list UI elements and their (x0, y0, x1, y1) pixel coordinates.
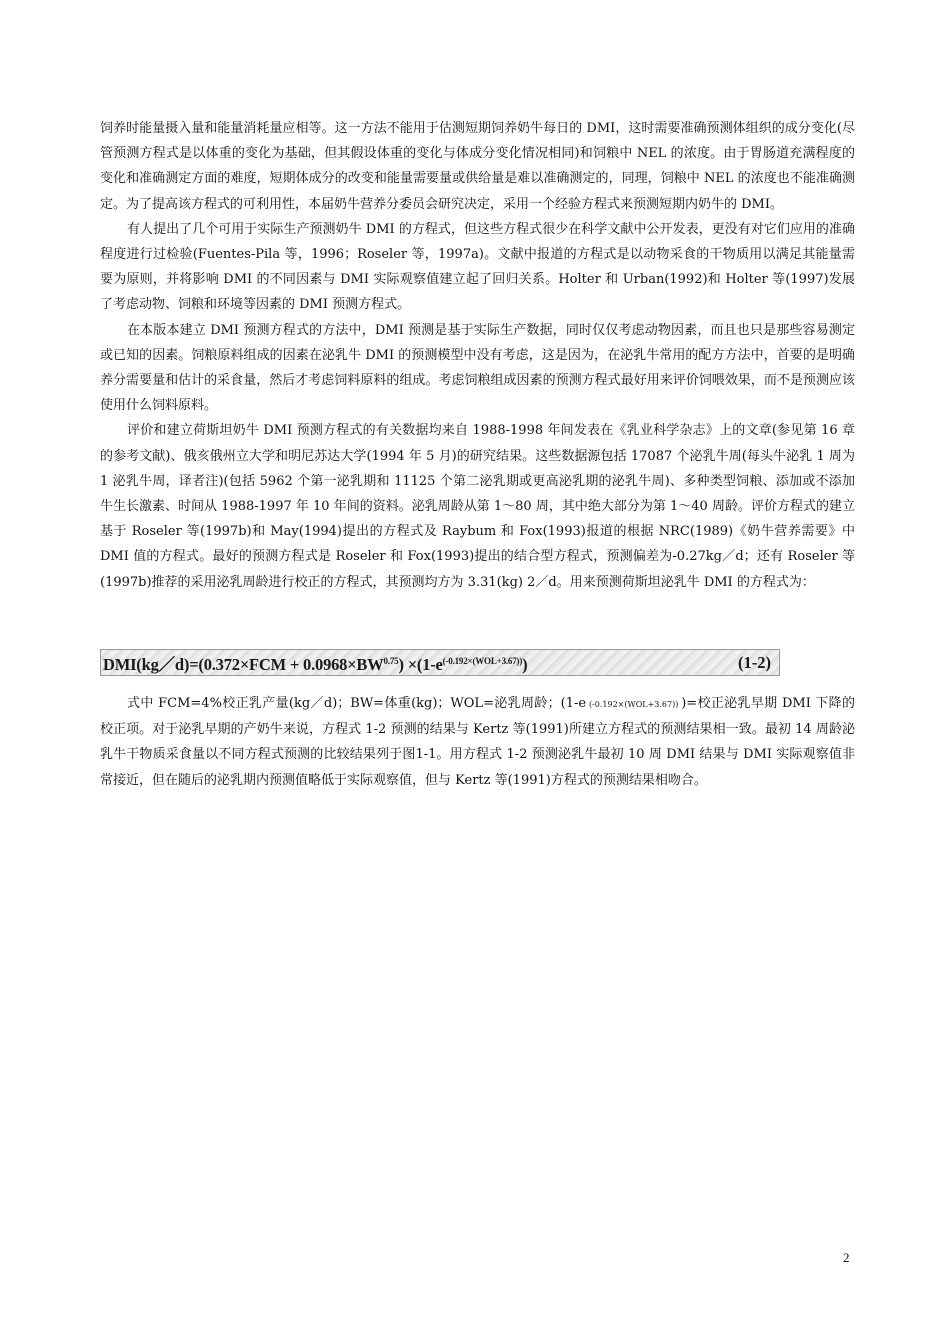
paragraph-5-part2: )=校正泌乳早期 DMI 下降的校正项。对于泌乳早期的产奶牛来说，方程式 1-2 预测的结果与 Kertz 等(1991)所建立方程式的预测结果相一致。最初 14 周龄泌乳牛干物质采食量以不同方程式预测的比较结果列于图1-1。用方程式 1-2 预测泌乳牛最初 10 周 DMI 结果与 DMI 实际观察值非常接近，但在随后的泌乳期内预测值略低于实际观察值，但与 Kertz 等(1991)方程式的预测结果相吻合。 (100, 696, 855, 788)
paragraph-1: 饲养时能量摄入量和能量消耗量应相等。这一方法不能用于估测短期饲养奶牛每日的 DMI，这时需要准确预测体组织的成分变化(尽管预测方程式是以体重的变化为基础，但其假设体重的变化与体成分变化情况相同)和饲粮中 NEL 的浓度。由于胃肠道充满程度的变化和准确测定方面的难度，短期体成分的改变和能量需要量或供给量是难以准确测定的，同理，饲粮中 NEL 的浓度也不能准确测定。为了提高该方程式的可利用性，本届奶牛营养分委员会研究决定，采用一个经验方程式来预测短期内奶牛的 DMI。 (100, 121, 855, 212)
equation-mid: ) ×(1-e (398, 654, 443, 674)
equation-number: (1-2) (738, 652, 771, 672)
equation-main: DMI(kg／d)=(0.372×FCM + 0.0968×BW (103, 654, 384, 674)
paragraph-2: 有人提出了几个可用于实际生产预测奶牛 DMI 的方程式，但这些方程式很少在科学文献中公开发表，更没有对它们应用的准确程度进行过检验(Fuentes-Pila 等，1996；Roseler 等，1997a)。文献中报道的方程式是以动物采食的干物质用以满足其能量需要为原则，并将影响 DMI 的不同因素与 DMI 实际观察值建立起了回归关系。Holter 和 Urban(1992)和 Holter 等(1997)发展了考虑动物、饲粮和环境等因素的 DMI 预测方程式。 (100, 221, 855, 313)
equation-text (103, 651, 527, 675)
e-exponent: (-0.192×(WOL+3.67)) (442, 655, 523, 666)
equation-explanation (100, 691, 855, 793)
paragraph-5-part1: 式中 FCM=4%校正乳产量(kg／d)；BW=体重(kg)；WOL=泌乳周龄；(1-e (127, 696, 587, 711)
paragraph-5-exponent: (-0.192×(WOL+3.67)) (586, 700, 682, 709)
page-number: 2 (843, 1250, 850, 1265)
bw-exponent: 0.75 (383, 655, 399, 666)
paragraph-4: 评价和建立荷斯坦奶牛 DMI 预测方程式的有关数据均来自 1988-1998 年间发表在《乳业科学杂志》上的文章(参见第 16 章的参考文献)、俄亥俄州立大学和明尼苏达大学(1994 年 5 月)的研究结果。这些数据源包括 17087 个泌乳牛周(每头牛泌乳 1 周为 1 泌乳牛周，译者注)(包括 5962 个第一泌乳期和 11125 个第二泌乳期或更高泌乳期的泌乳牛周)、多种类型饲粮、添加或不添加牛生长激素、时间从 1988-1997 年 10 年间的资料。泌乳周龄从第 1～80 周，其中绝大部分为第 1～40 周龄。评价方程式的建立基于 Roseler 等(1997b)和 May(1994)提出的方程式及 Raybum 和 Fox(1993)报道的根据 NRC(1989)《奶牛营养需要》中 DMI 值的方程式。最好的预测方程式是 Roseler 和 Fox(1993)提出的结合型方程式，预测偏差为-0.27kg／d；还有 Roseler 等(1997b)推荐的采用泌乳周龄进行校正的方程式，其预测均方为 3.31(kg) 2／d。用来预测荷斯坦泌乳牛 DMI 的方程式为： (100, 423, 855, 590)
equation-1-2 (100, 649, 780, 676)
equation-end: ) (522, 654, 528, 674)
body-text (100, 116, 855, 595)
paragraph-3: 在本版本建立 DMI 预测方程式的方法中，DMI 预测是基于实际生产数据，同时仅仅考虑动物因素，而且也只是那些容易测定或已知的因素。饲粮原料组成的因素在泌乳牛 DMI 的预测模型中没有考虑，这是因为，在泌乳牛常用的配方方法中，首要的是明确养分需要量和估计的采食量，然后才考虑饲料原料的组成。考虑饲粮组成因素的预测方程式最好用来评价饲喂效果，而不是预测应该使用什么饲料原料。 (100, 322, 855, 414)
paragraph-5 (100, 691, 855, 793)
